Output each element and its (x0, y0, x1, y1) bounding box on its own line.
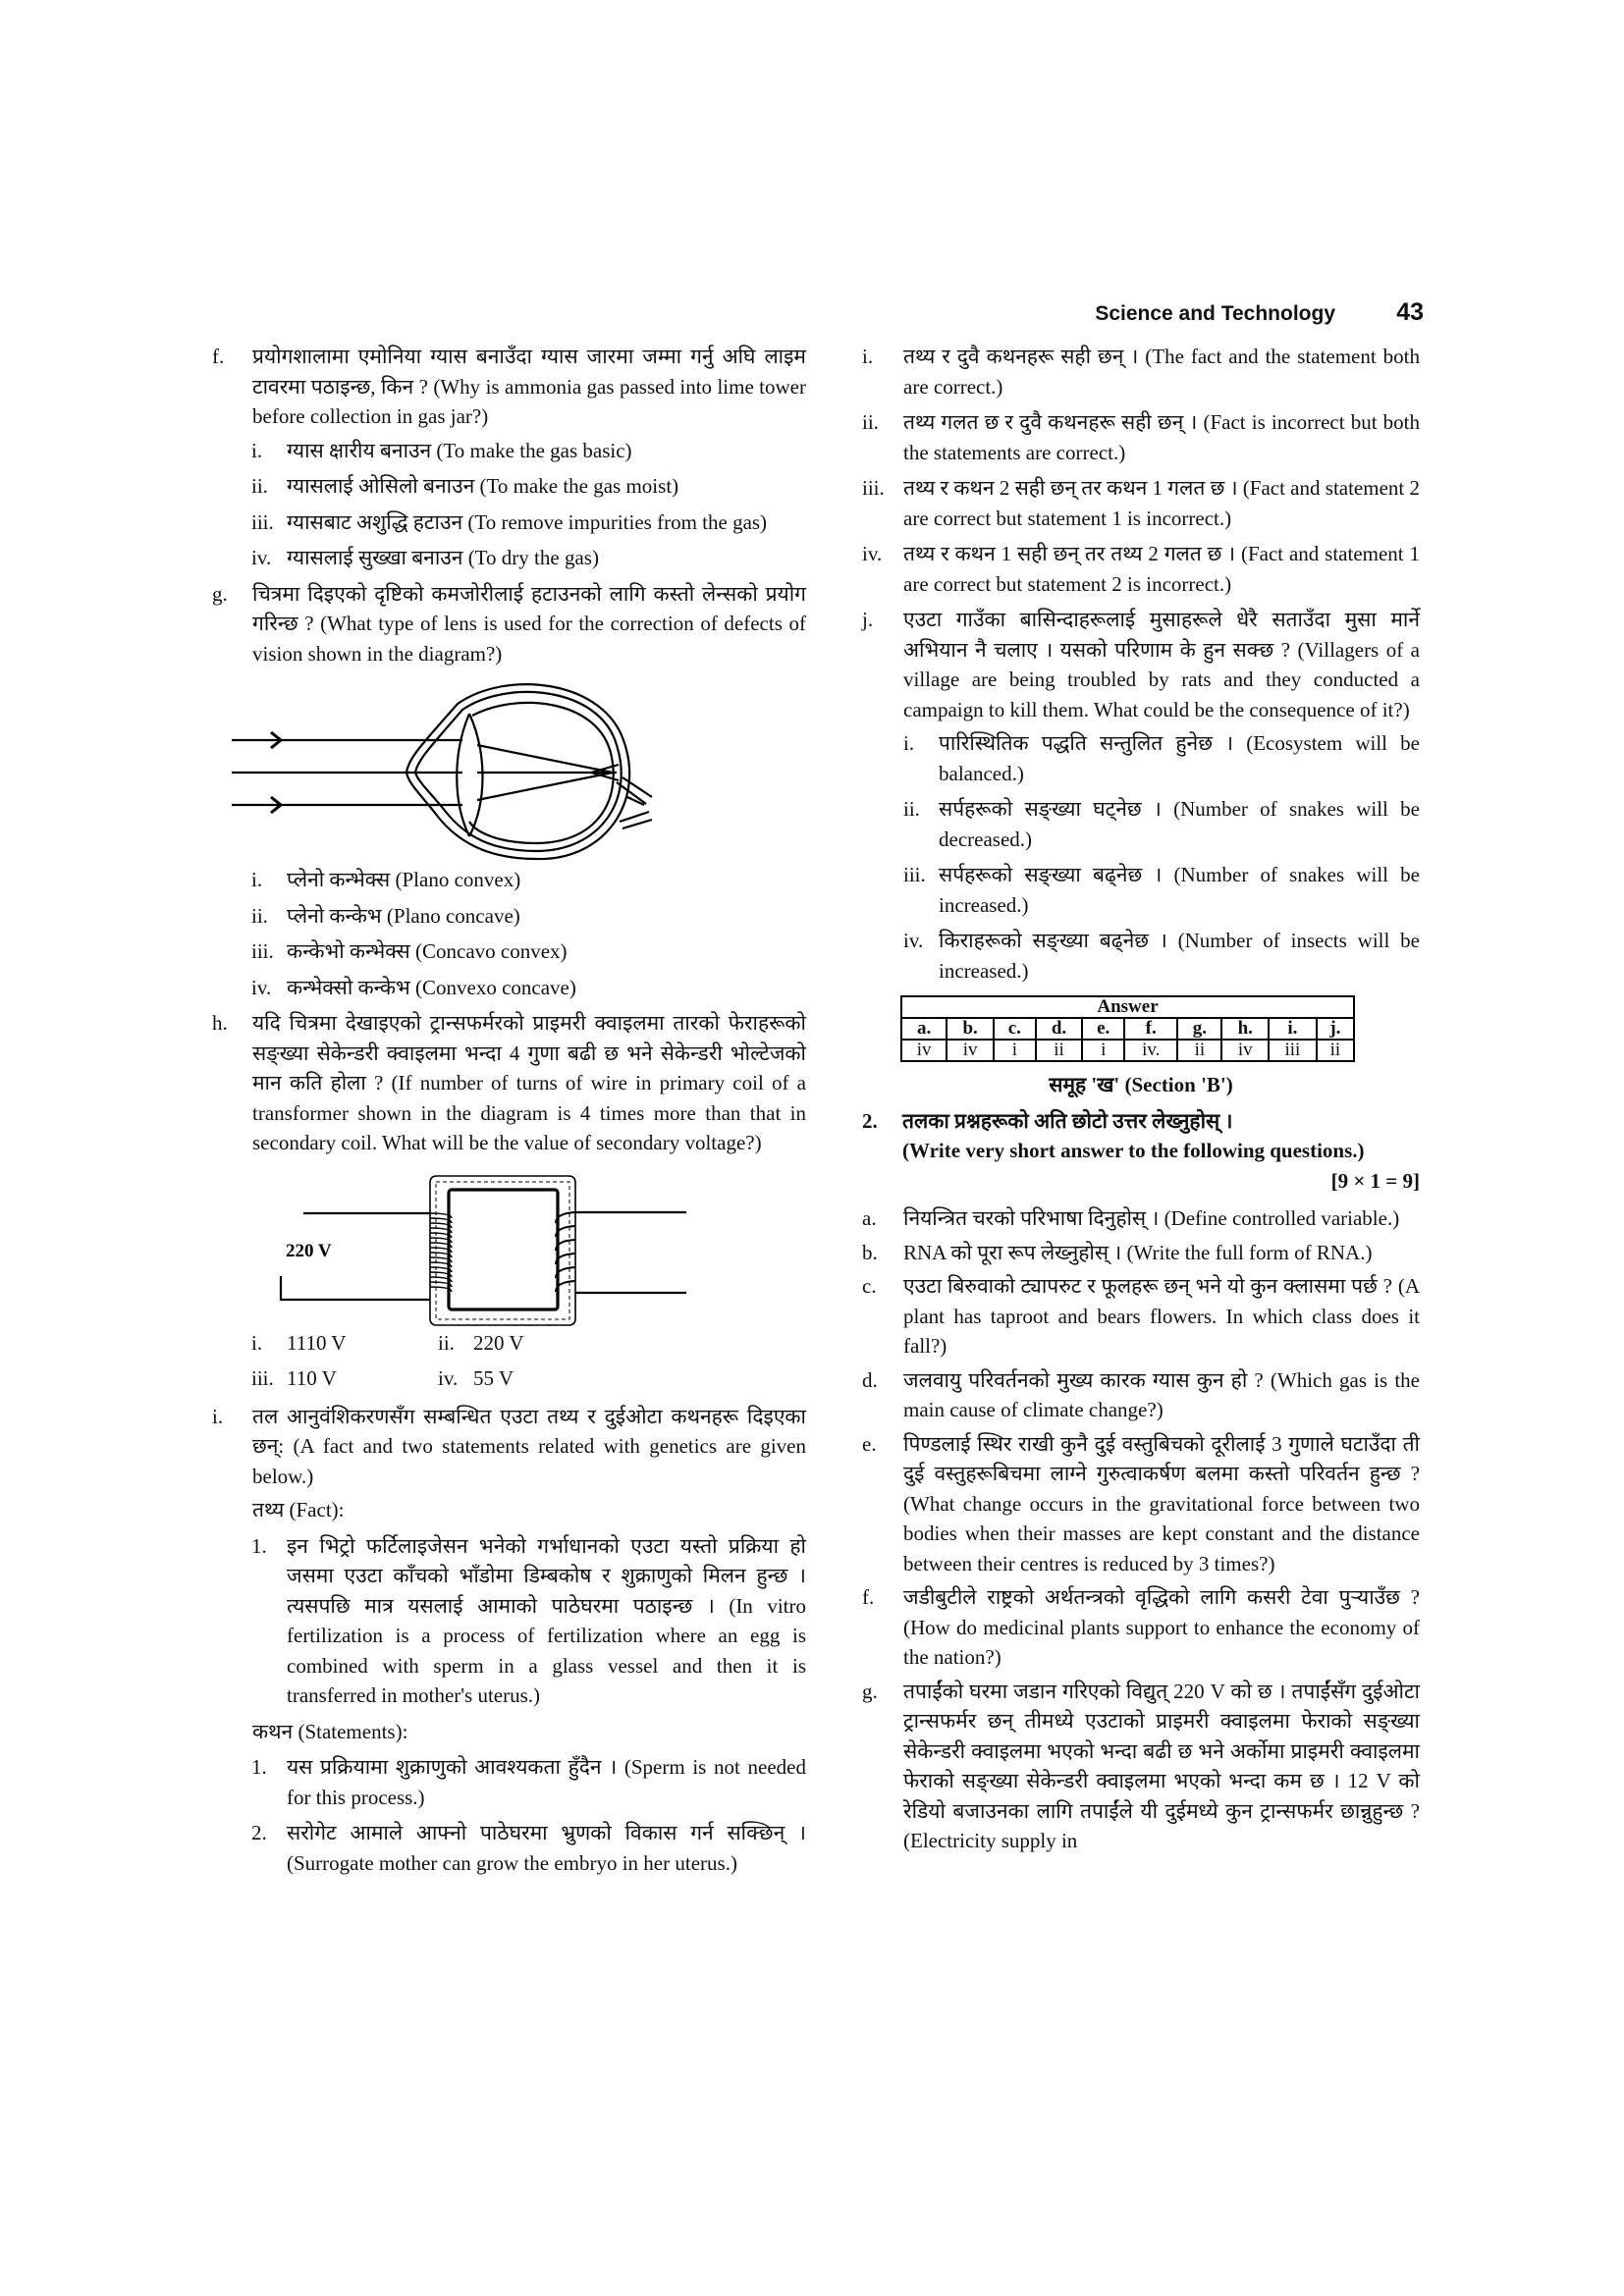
subquestion-text: RNA को पूरा रूप लेख्नुहोस् । (Write the full form of RNA.) (903, 1240, 1373, 1264)
subquestion-label: d. (862, 1367, 878, 1392)
question-h (212, 1008, 806, 1158)
option-label: iii. (251, 1366, 274, 1390)
option-text: तथ्य र कथन 2 सही छन् तर कथन 1 गलत छ । (Fact and statement 2 are correct but statement 1 is incorrect.) (903, 476, 1420, 530)
option (862, 539, 1420, 599)
question-2-title-en: (Write very short answer to the following questions.) (902, 1139, 1365, 1162)
subquestion-label: g. (862, 1679, 878, 1703)
statements-heading: कथन (Statements): (252, 1719, 408, 1743)
option-text: 220 V (473, 1330, 524, 1355)
answer-header-cell: c. (994, 1018, 1036, 1040)
question-text: प्रयोगशालामा एमोनिया ग्यास बनाउँदा ग्यास जारमा जम्मा गर्नु अघि लाइम टावरमा पठाइन्छ, किन ? (Why is ammonia gas passed into lime tower before collection in gas jar?) (252, 345, 806, 428)
question-label: 2. (862, 1108, 878, 1133)
option (862, 473, 1420, 533)
option-label: iii. (251, 509, 274, 534)
eye-diagram (212, 674, 806, 861)
answer-value-cell: iv. (1124, 1040, 1177, 1061)
option-text: सर्पहरूको सङ्ख्या घट्नेछ । (Number of snakes will be decreased.) (939, 797, 1420, 851)
answer-key-table (900, 995, 1355, 1062)
question-2-heading (862, 1106, 1420, 1166)
option (438, 1363, 654, 1394)
question-text: एउटा गाउँका बासिन्दाहरूलाई मुसाहरूले धेरै सताउँदा मुसा मार्ने अभियान नै चलाए । यसको परिणाम के हुन सक्छ ? (Villagers of a village are being troubled by rats and they conducted a campaign to kill them. What could be the consequence of it?) (903, 608, 1420, 721)
question-i (212, 1402, 806, 1492)
option-label: i. (862, 345, 874, 368)
answer-header-cell: f. (1124, 1018, 1177, 1040)
answer-header-cell: e. (1082, 1018, 1124, 1040)
option-text: पारिस्थितिक पद्धति सन्तुलित हुनेछ । (Ecosystem will be balanced.) (939, 731, 1420, 785)
page-header (1070, 298, 1424, 332)
option (862, 926, 1420, 986)
answer-header-cell: i. (1269, 1018, 1317, 1040)
transformer-icon (212, 1166, 806, 1328)
subquestion (862, 1365, 1420, 1425)
left-column (212, 342, 806, 1884)
option (438, 1328, 654, 1359)
option-label: ii. (251, 903, 268, 928)
option (212, 507, 806, 538)
option (212, 973, 806, 1003)
subquestion (862, 1203, 1420, 1234)
marks-allocation: [9 × 1 = 9] (1330, 1168, 1420, 1193)
subquestion-text: जलवायु परिवर्तनको मुख्य कारक ग्यास कुन हो ? (Which gas is the main cause of climate change?) (903, 1367, 1420, 1421)
option-label: iv. (862, 542, 883, 565)
eye-myopia-icon (212, 674, 806, 861)
subquestion-label: e. (862, 1431, 877, 1456)
statement-item (212, 1752, 806, 1812)
option-text: तथ्य गलत छ र दुवै कथनहरू सही छन् । (Fact is incorrect but both the statements are correct.) (903, 410, 1420, 464)
answer-header-cell: d. (1036, 1018, 1083, 1040)
subquestion-text: तपाईंको घरमा जडान गरिएको विद्युत् 220 V को छ । तपाईंसँग दुईओटा ट्रान्सफर्मर छन् तीमध्ये एउटाको प्राइमरी क्वाइलमा फेराको सङ्ख्या सेकेन्डरी क्वाइलमा भएको भन्दा बढी छ भने अर्कोमा प्राइमरी क्वाइलमा फेराको सङ्ख्या सेकेन्डरी क्वाइलमा भएको भन्दा कम छ । 12 V को रेडियो बजाउनका लागि तपाईंले यी दुईमध्ये कुन ट्रान्सफर्मर छान्नुहुन्छ ? (Electricity supply in (903, 1679, 1420, 1852)
fact-text: इन भिट्रो फर्टिलाइजेसन भनेको गर्भाधानको एउटा यस्तो प्रक्रिया हो जसमा एउटा काँचको भाँडोमा डिम्बकोष र शुक्राणुको मिलन हुन्छ । त्यसपछि मात्र यसलाई आमाको पाठेघरमा पठाइन्छ । (In vitro fertilization is a process of fertilization where an egg is combined with sperm in a glass vessel and then it is transferred in mother's uterus.) (287, 1533, 806, 1707)
transformer-diagram (212, 1166, 806, 1328)
answer-value-cell: i (1082, 1040, 1124, 1061)
question-text: यदि चित्रमा देखाइएको ट्रान्सफर्मरको प्राइमरी क्वाइलमा तारको फेराहरूको सङ्ख्या सेकेन्डरी क्वाइलमा भन्दा 4 गुणा बढी छ भने सेकेन्डरी भोल्टेजको मान कति होला ? (If number of turns of wire in primary coil of a transformer shown in the diagram is 4 times more than that in secondary coil. What will be the value of secondary voltage?) (252, 1011, 806, 1154)
subquestion (862, 1582, 1420, 1673)
answer-value-cell: iii (1269, 1040, 1317, 1061)
subquestion (862, 1238, 1420, 1268)
answer-value-cell: iv (947, 1040, 994, 1061)
subquestion (862, 1271, 1420, 1362)
option-text: प्लेनो कन्भेक्स (Plano convex) (287, 868, 521, 891)
subquestion-label: b. (862, 1240, 878, 1264)
answer-value-cell: iv (1221, 1040, 1269, 1061)
running-title: Science and Technology (1095, 302, 1335, 325)
option-label: iii. (903, 863, 926, 886)
statement-label: 1. (251, 1755, 267, 1779)
option-label: ii. (251, 474, 268, 498)
option (212, 865, 806, 895)
option-label: iii. (862, 476, 885, 500)
answer-value-cell: ii (1177, 1040, 1221, 1061)
answer-value-cell: ii (1317, 1040, 1354, 1061)
statement-text: यस प्रक्रियामा शुक्राणुको आवश्यकता हुँदैन । (Sperm is not needed for this process.) (287, 1755, 806, 1809)
option (862, 407, 1420, 467)
subquestion-label: c. (862, 1274, 877, 1298)
answer-value-cell: i (994, 1040, 1036, 1061)
subquestion-text: नियन्त्रित चरको परिभाषा दिनुहोस् । (Define controlled variable.) (903, 1206, 1400, 1230)
statement-item (212, 1818, 806, 1878)
question-text: तल आनुवंशिकरणसँग सम्बन्धित एउटा तथ्य र दुईओटा कथनहरू दिइएका छन्: (A fact and two statements related with genetics are given below.) (252, 1404, 806, 1488)
answer-header-cell: a. (901, 1018, 947, 1040)
option-text: ग्यासलाई सुख्खा बनाउन (To dry the gas) (287, 546, 599, 569)
fact-item (212, 1531, 806, 1711)
option-text: कन्केभो कन्भेक्स (Concavo convex) (287, 939, 568, 963)
option-label: iv. (251, 975, 272, 999)
statement-text: सरोगेट आमाले आफ्नो पाठेघरमा भ्रुणको विकास गर्न सक्छिन् । (Surrogate mother can grow the embryo in her uterus.) (287, 1821, 806, 1875)
option (862, 860, 1420, 920)
option-grid (212, 1328, 806, 1394)
subquestion-text: एउटा बिरुवाको ट्यापरुट र फूलहरू छन् भने यो कुन क्लासमा पर्छ ? (A plant has taproot and bears flowers. In which class does it fall?) (903, 1274, 1420, 1358)
answer-value-cell: iv (901, 1040, 947, 1061)
question-j (862, 605, 1420, 724)
option (212, 901, 806, 932)
option-label: ii. (438, 1330, 455, 1355)
subquestion-text: पिण्डलाई स्थिर राखी कुनै दुई वस्तुबिचको दूरीलाई 3 गुणाले घटाउँदा ती दुई वस्तुहरूबिचमा लाग्ने गुरुत्वाकर्षण बलमा कस्तो परिवर्तन हुन्छ ? (What change occurs in the gravitational force between two bodies when their masses are kept constant and the distance between their centres is reduced by 3 times?) (903, 1431, 1420, 1575)
question-f (212, 342, 806, 432)
question-2-title-np: तलका प्रश्नहरूको अति छोटो उत्तर लेख्नुहोस् । (902, 1108, 1233, 1133)
option-label: i. (903, 731, 915, 755)
option-text: ग्यास क्षारीय बनाउन (To make the gas basic) (287, 438, 632, 462)
question-label: j. (862, 608, 874, 631)
subquestion-text: जडीबुटीले राष्ट्रको अर्थतन्त्रको वृद्धिको लागि कसरी टेवा पुऱ्याउँछ ? (How do medicinal plants support to enhance the economy of the nation?) (903, 1585, 1420, 1669)
option-label: i. (251, 1330, 263, 1355)
option-text: तथ्य र दुवै कथनहरू सही छन् । (The fact and the statement both are correct.) (903, 345, 1420, 399)
option-text: 55 V (473, 1366, 514, 1390)
question-label: g. (212, 581, 228, 606)
answer-header-cell: h. (1221, 1018, 1269, 1040)
answer-header-cell: g. (1177, 1018, 1221, 1040)
option-text: ग्यासलाई ओसिलो बनाउन (To make the gas moist) (287, 474, 679, 498)
option-label: iv. (438, 1366, 459, 1390)
question-label: f. (212, 345, 225, 368)
subquestion-label: f. (862, 1585, 875, 1609)
question-label: i. (212, 1404, 224, 1428)
option (212, 936, 806, 967)
question-text: चित्रमा दिइएको दृष्टिको कमजोरीलाई हटाउनको लागि कस्तो लेन्सको प्रयोग गरिन्छ ? (What type of lens is used for the correction of defects of vision shown in the diagram?) (252, 581, 806, 666)
section-title: समूह 'ख' (Section 'B') (1049, 1073, 1233, 1096)
option-label: iv. (251, 546, 272, 569)
option (212, 471, 806, 502)
answer-table-values-row (901, 1040, 1354, 1061)
statement-label: 2. (251, 1821, 267, 1844)
option-label: ii. (862, 410, 879, 434)
subquestion-label: a. (862, 1206, 877, 1230)
option (862, 342, 1420, 401)
right-column (862, 342, 1420, 1860)
answer-header-cell: j. (1317, 1018, 1354, 1040)
primary-voltage-label: 220 V (286, 1240, 332, 1261)
option-text: ग्यासबाट अशुद्धि हटाउन (To remove impurities from the gas) (287, 509, 768, 534)
option-text: सर्पहरूको सङ्ख्या बढ्नेछ । (Number of snakes will be increased.) (939, 863, 1420, 917)
option (251, 1363, 438, 1394)
answer-table-header-row (901, 1018, 1354, 1040)
option-text: किराहरूको सङ्ख्या बढ्नेछ । (Number of insects will be increased.) (939, 929, 1420, 983)
option (862, 728, 1420, 788)
option-label: iii. (251, 939, 274, 963)
option-label: i. (251, 868, 263, 891)
option (862, 794, 1420, 854)
option-label: iv. (903, 929, 924, 952)
option-label: i. (251, 438, 263, 462)
fact-heading: तथ्य (Fact): (252, 1498, 345, 1522)
subquestion (862, 1677, 1420, 1856)
question-g (212, 579, 806, 669)
page-number: 43 (1396, 298, 1424, 326)
option-text: कन्भेक्सो कन्केभ (Convexo concave) (287, 975, 576, 999)
option (212, 436, 806, 466)
option-text: 110 V (287, 1366, 337, 1390)
question-label: h. (212, 1011, 228, 1035)
option-text: 1110 V (287, 1330, 347, 1355)
answer-table-title: Answer (901, 996, 1354, 1018)
answer-value-cell: ii (1036, 1040, 1083, 1061)
option-text: तथ्य र कथन 1 सही छन् तर तथ्य 2 गलत छ । (Fact and statement 1 are correct but statement 2 is incorrect.) (903, 542, 1420, 596)
option (251, 1328, 438, 1359)
subquestion (862, 1429, 1420, 1579)
answer-header-cell: b. (947, 1018, 994, 1040)
option-label: ii. (903, 797, 920, 821)
fact-label: 1. (251, 1533, 267, 1558)
option (212, 543, 806, 573)
option-text: प्लेनो कन्केभ (Plano concave) (287, 903, 520, 928)
